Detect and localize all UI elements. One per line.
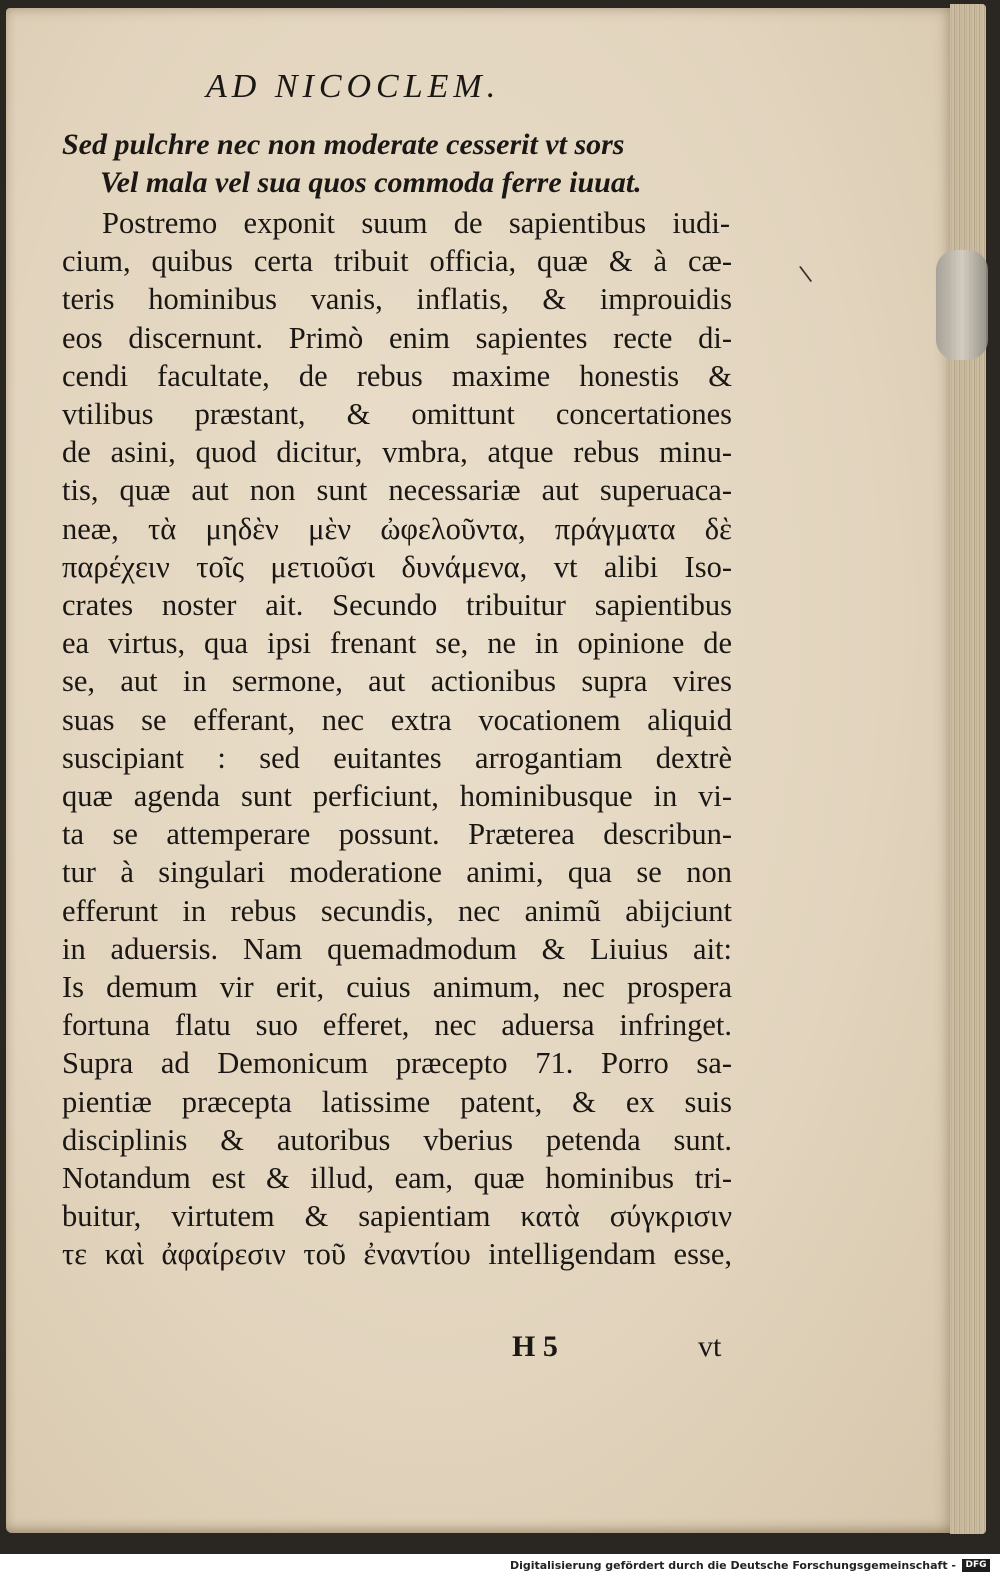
body-line: efferunt in rebus secundis, nec animũ abijciunt [62,893,732,928]
body-line: Is demum vir erit, cuius animum, nec prospera [62,970,732,1004]
body-line: Notandum est & illud, eam, quæ hominibus tri- [62,1161,732,1195]
body-line: cium, quibus certa tribuit officia, quæ & à cæ- [62,244,732,279]
body-line: τε καὶ ἀφαίρεσιν τοῦ ἐναντίου intelligendam esse, [62,1237,732,1272]
body-line: se, aut in sermone, aut actionibus supra vires [62,664,732,699]
body-line: crates noster ait. Secundo tribuitur sapientibus [62,588,732,622]
catchword: vt [698,1330,722,1363]
body-line: ea virtus, qua ipsi frenant se, ne in opinione de [62,626,732,661]
body-line: tis, quæ aut non sunt necessariæ aut superuaca- [62,473,732,508]
page-clip [936,250,988,360]
ink-mark: \ [797,261,814,288]
page-edges [950,4,986,1534]
body-line: de asini, quod dicitur, vmbra, atque rebus minu- [62,435,732,470]
body-line: eos discernunt. Primò enim sapientes recte di- [62,320,732,355]
body-line: παρέχειν τοῖς μετιοῦσι δυνάμενα, vt alibi Iso- [62,549,732,584]
body-line: Postremo exponit suum de sapientibus iudi- [102,206,730,240]
body-line: cendi facultate, de rebus maxime honestis & [62,358,732,393]
body-line: disciplinis & autoribus vberius petenda sunt. [62,1122,732,1157]
verse-line-2: Vel mala vel sua quos commoda ferre iuuat. [100,166,642,199]
body-line: quæ agenda sunt perficiunt, hominibusque in vi- [62,779,732,813]
body-line: ta se attemperare possunt. Præterea describun- [62,817,732,852]
body-line: pientiæ præcepta latissime patent, & ex suis [62,1084,732,1119]
signature-mark: H 5 [512,1330,558,1363]
verse-line-1: Sed pulchre nec non moderate cesserit vt sors [62,128,625,161]
body-line: tur à singulari moderatione animi, qua se non [62,855,732,890]
body-line: suas se efferant, nec extra vocationem aliquid [62,702,732,737]
body-line: in aduersis. Nam quemadmodum & Liuius ait: [62,931,732,966]
body-line: teris hominibus vanis, inflatis, & improuidis [62,282,732,317]
body-line: vtilibus præstant, & omittunt concertationes [62,397,732,431]
body-line: buitur, virtutem & sapientiam κατὰ σύγκρισιν [62,1199,732,1234]
footer-credit: Digitalisierung gefördert durch die Deutsche Forschungsgemeinschaft - [509,1559,956,1572]
running-head: AD NICOCLEM. [206,68,501,105]
body-line: suscipiant : sed euitantes arrogantiam dextrè [62,740,732,775]
body-line: Supra ad Demonicum præcepto 71. Porro sa- [62,1046,732,1081]
body-line: neæ, τὰ μηδὲν μὲν ὠφελοῦντα, πράγματα δὲ [62,511,732,546]
body-line: fortuna flatu suo efferet, nec aduersa infringet. [62,1008,732,1043]
dfg-logo: DFG [962,1559,990,1572]
